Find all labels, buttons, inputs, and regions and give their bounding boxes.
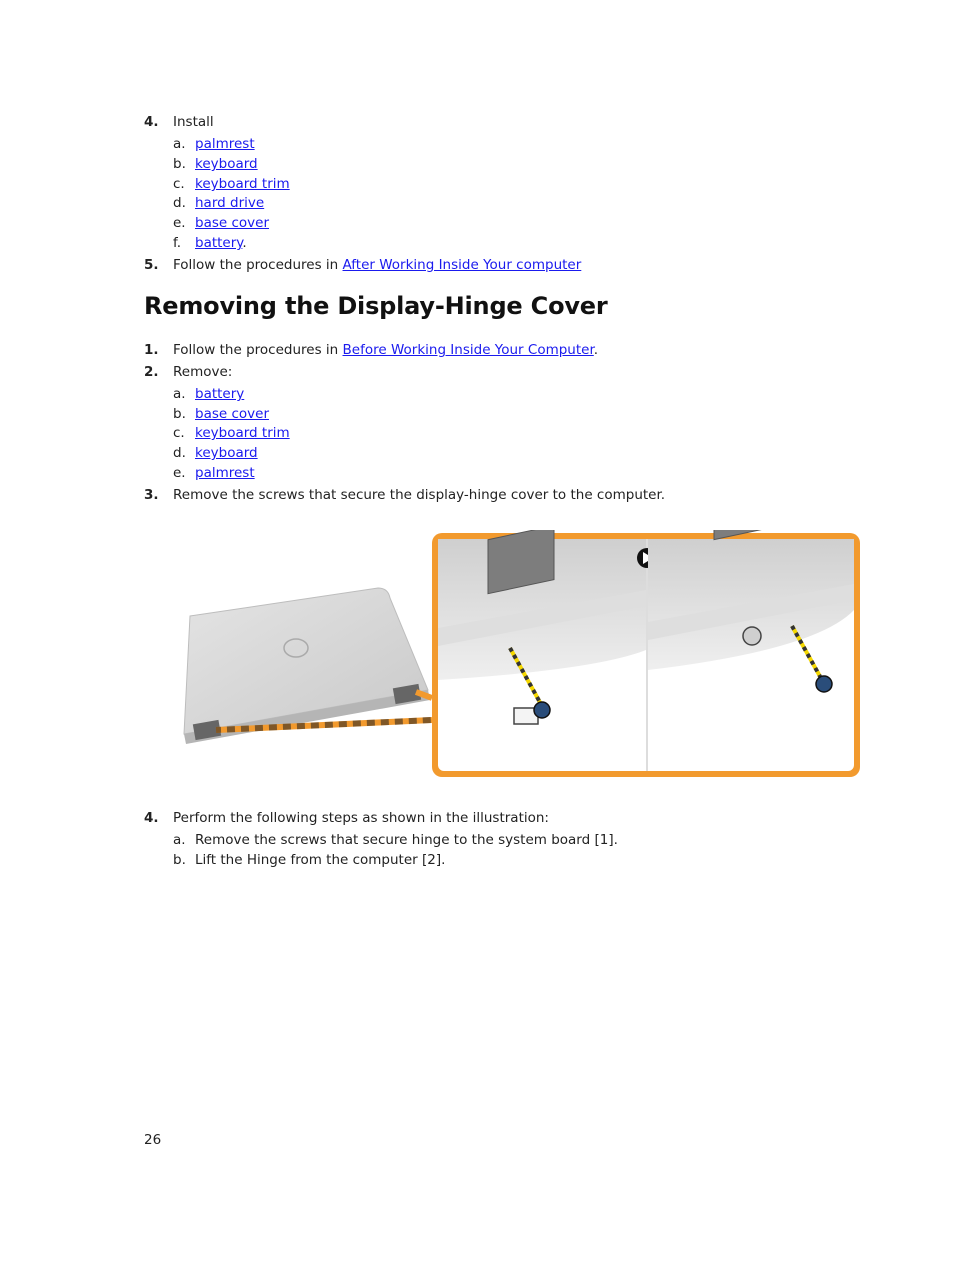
list-item: e. palmrest	[173, 465, 255, 481]
step-remove: 2. Remove:	[144, 364, 233, 380]
list-item: f. battery.	[173, 235, 247, 251]
step-perform: 4. Perform the following steps as shown in the illustration:	[144, 810, 549, 826]
list-item: e. base cover	[173, 215, 269, 231]
list-item: b. base cover	[173, 406, 269, 422]
link-base-cover[interactable]: base cover	[195, 406, 269, 422]
list-item: d. hard drive	[173, 195, 265, 211]
link-hard-drive[interactable]: hard drive	[195, 195, 265, 211]
list-item: a. Remove the screws that secure hinge to the system board [1].	[173, 832, 618, 848]
step-install	[144, 113, 214, 131]
step-number: 4.	[144, 114, 159, 130]
link-palmrest[interactable]: palmrest	[195, 136, 255, 152]
list-item: b. keyboard	[173, 156, 258, 172]
link-before-working[interactable]: Before Working Inside Your Computer	[342, 342, 594, 358]
link-battery[interactable]: battery	[195, 386, 245, 402]
hinge-cover-figure	[176, 530, 864, 782]
list-item: c. keyboard trim	[173, 425, 290, 441]
step-text: Install	[173, 114, 214, 130]
link-keyboard-trim[interactable]: keyboard trim	[195, 425, 290, 441]
link-keyboard[interactable]: keyboard	[195, 156, 258, 172]
list-item: a. battery	[173, 386, 245, 402]
screw-icon	[816, 676, 832, 692]
list-item: a. palmrest	[173, 136, 255, 152]
laptop-illustration	[184, 588, 432, 744]
link-base-cover[interactable]: base cover	[195, 215, 269, 231]
section-heading: Removing the Display-Hinge Cover	[144, 292, 608, 320]
list-item: c. keyboard trim	[173, 176, 290, 192]
link-keyboard-trim[interactable]: keyboard trim	[195, 176, 290, 192]
step-after-working: 5. Follow the procedures in After Working Inside Your computer	[144, 257, 582, 273]
link-keyboard[interactable]: keyboard	[195, 445, 258, 461]
link-after-working[interactable]: After Working Inside Your computer	[342, 257, 582, 273]
list-item: b. Lift the Hinge from the computer [2].	[173, 852, 446, 868]
link-palmrest[interactable]: palmrest	[195, 465, 255, 481]
step-remove-screws: 3. Remove the screws that secure the display-hinge cover to the computer.	[144, 487, 666, 503]
list-item: d. keyboard	[173, 445, 258, 461]
step-before-working: 1. Follow the procedures in Before Working Inside Your Computer.	[144, 342, 599, 358]
screw-icon	[534, 702, 550, 718]
page-number: 26	[144, 1132, 162, 1148]
link-battery[interactable]: battery	[195, 235, 243, 251]
